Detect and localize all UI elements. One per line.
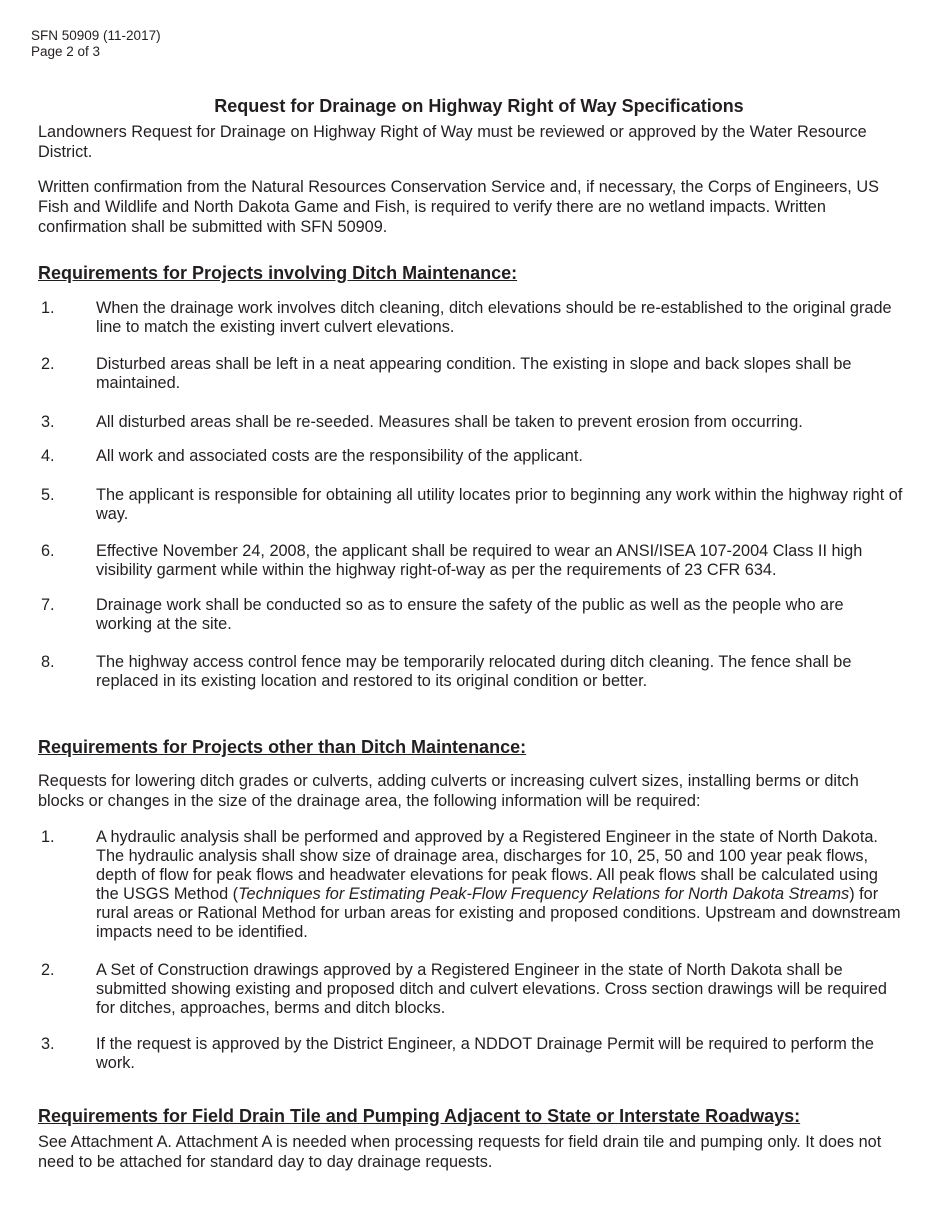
list-item bbox=[38, 355, 904, 393]
list-item bbox=[38, 447, 904, 466]
list-number: 1. bbox=[41, 828, 55, 846]
list-number: 5. bbox=[41, 486, 55, 504]
list-number: 8. bbox=[41, 653, 55, 671]
list-item bbox=[38, 486, 904, 524]
form-header bbox=[31, 28, 161, 60]
list-number: 2. bbox=[41, 961, 55, 979]
section-heading-field-drain-tile: Requirements for Field Drain Tile and Pumping Adjacent to State or Interstate Roadways: bbox=[38, 1106, 801, 1126]
list-item bbox=[38, 828, 904, 942]
section-heading-other-projects: Requirements for Projects other than Ditch Maintenance: bbox=[38, 737, 527, 757]
list-item bbox=[38, 299, 904, 337]
intro-paragraph-1: Landowners Request for Drainage on Highway Right of Way must be reviewed or approved by the Water Resource District. bbox=[38, 123, 867, 161]
list-item bbox=[38, 653, 904, 691]
list-item bbox=[38, 413, 904, 432]
list-number: 1. bbox=[41, 299, 55, 317]
intro-paragraph-2: Written confirmation from the Natural Resources Conservation Service and, if necessary, the Corps of Engineers, US Fish and Wildlife and North Dakota Game and Fish, is required to verify there are no wetland impacts. Written confirmation shall be submitted with SFN 50909. bbox=[38, 178, 879, 236]
list-text: Effective November 24, 2008, the applicant shall be required to wear an ANSI/ISEA 107-2004 Class II high visibility garment while within the highway right-of-way as per the requirements of 23 CFR 634. bbox=[96, 542, 863, 579]
list-text: Drainage work shall be conducted so as to ensure the safety of the public as well as the people who are working at the site. bbox=[96, 596, 844, 633]
list-number: 3. bbox=[41, 1035, 55, 1053]
list-text: All disturbed areas shall be re-seeded. Measures shall be taken to prevent erosion from occurring. bbox=[96, 413, 803, 431]
list-number: 2. bbox=[41, 355, 55, 373]
section-heading-ditch-maintenance: Requirements for Projects involving Ditch Maintenance: bbox=[38, 263, 518, 283]
list-text: The highway access control fence may be temporarily relocated during ditch cleaning. The fence shall be replaced in its existing location and restored to its original condition or better. bbox=[96, 653, 852, 690]
list-number: 3. bbox=[41, 413, 55, 431]
list-text: The applicant is responsible for obtaining all utility locates prior to beginning any work within the highway right of way. bbox=[96, 486, 903, 523]
list-number: 6. bbox=[41, 542, 55, 560]
list-text: All work and associated costs are the responsibility of the applicant. bbox=[96, 447, 583, 465]
section-intro: Requests for lowering ditch grades or culverts, adding culverts or increasing culvert sizes, installing berms or ditch blocks or changes in the size of the drainage area, the following information will be required: bbox=[38, 772, 859, 810]
list-item bbox=[38, 542, 904, 580]
list-text bbox=[96, 828, 904, 942]
list-item bbox=[38, 961, 904, 1018]
form-number: SFN 50909 (11-2017) bbox=[31, 28, 161, 43]
list-text-part: ) for rural areas or Rational Method for urban areas for existing and proposed conditions. Upstream and downstream impacts need to be identified. bbox=[96, 885, 901, 941]
list-item bbox=[38, 1035, 904, 1073]
section-text: See Attachment A. Attachment A is needed when processing requests for field drain tile and pumping only. It does not need to be attached for standard day to day drainage requests. bbox=[38, 1133, 882, 1171]
list-text: A Set of Construction drawings approved by a Registered Engineer in the state of North Dakota shall be submitted showing existing and proposed ditch and culvert elevations. Cross section drawings will be required for ditches, approaches, berms and ditch blocks. bbox=[96, 961, 887, 1017]
list-text: When the drainage work involves ditch cleaning, ditch elevations should be re-established to the original grade line to match the existing invert culvert elevations. bbox=[96, 299, 892, 336]
list-number: 7. bbox=[41, 596, 55, 614]
page-title: Request for Drainage on Highway Right of Way Specifications bbox=[214, 96, 744, 116]
publication-title: Techniques for Estimating Peak-Flow Frequency Relations for North Dakota Streams bbox=[238, 885, 850, 903]
list-item bbox=[38, 596, 904, 634]
page-number: Page 2 of 3 bbox=[31, 44, 101, 59]
list-text: Disturbed areas shall be left in a neat appearing condition. The existing in slope and back slopes shall be maintained. bbox=[96, 355, 852, 392]
list-text-part: A hydraulic analysis shall be performed and approved by a Registered Engineer in the state of North Dakota. The hydraulic analysis shall show size of drainage area, discharges for 10, 25, 50 and 100 year peak flows, depth of flow for peak flows and headwater elevations for peak flows. All peak flows shall be calculated using the USGS Method ( bbox=[96, 828, 878, 903]
list-number: 4. bbox=[41, 447, 55, 465]
list-text: If the request is approved by the District Engineer, a NDDOT Drainage Permit will be required to perform the work. bbox=[96, 1035, 874, 1072]
